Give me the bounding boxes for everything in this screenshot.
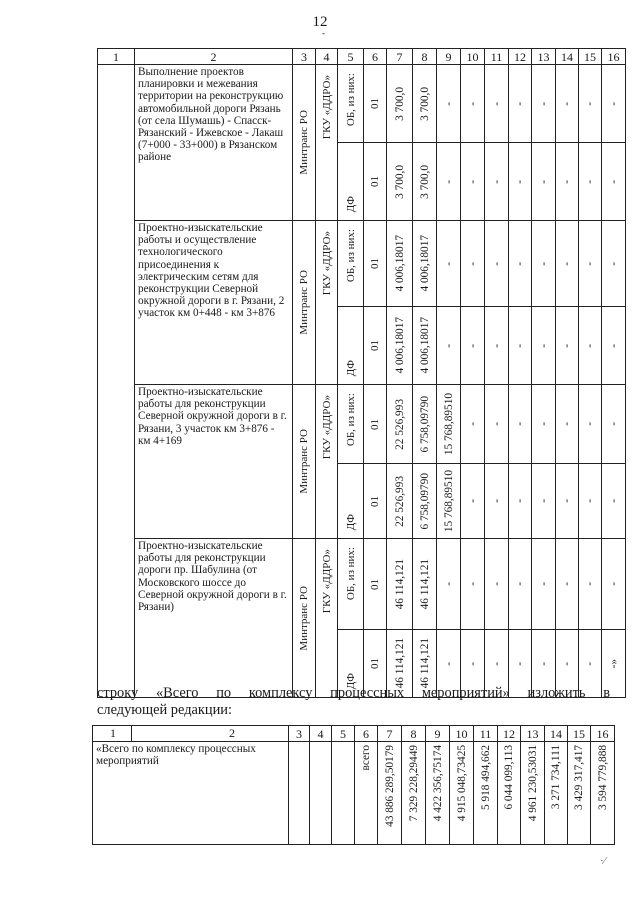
totals-value <box>426 742 450 845</box>
value-cell-text: - <box>466 499 479 503</box>
value-col7 <box>387 307 413 385</box>
value-cell-text: - <box>607 422 620 426</box>
value-cell-text: - <box>537 343 550 348</box>
value-cell <box>532 539 556 630</box>
value-cell <box>556 385 579 464</box>
value-cell <box>461 143 485 221</box>
value-cell-text: - <box>514 661 526 666</box>
value-col9 <box>437 143 461 221</box>
value-cell <box>509 539 532 630</box>
value-cell-text: - <box>514 422 526 426</box>
empty-cell <box>332 742 355 845</box>
value-cell <box>485 464 509 539</box>
totals-kind <box>355 742 378 845</box>
activity-row <box>98 539 626 630</box>
source-label <box>338 539 364 630</box>
value-cell <box>556 143 579 221</box>
value-cell <box>485 539 509 630</box>
value-cell-text: - <box>514 582 526 586</box>
agency-cell <box>316 221 338 385</box>
col-header-label: 1 <box>110 726 116 740</box>
value-cell-text: - <box>514 179 526 184</box>
value-cell-text: - <box>537 661 550 666</box>
col-header: 1 <box>98 49 135 65</box>
source-label <box>338 221 364 307</box>
page-number: 12 <box>312 14 328 30</box>
value-cell-text: -» <box>607 658 620 669</box>
col-header: 14 <box>545 726 568 742</box>
source-label <box>338 464 364 539</box>
code-cell-text: 01 <box>369 176 381 187</box>
activity-title: Проектно-изыскательские работы для реконструкции дороги пр. Шабулина (от Московского шоссе до Северной окружной дороги в г. Рязани) <box>135 539 293 698</box>
col-header: 13 <box>532 49 556 65</box>
totals-value <box>521 742 545 845</box>
ministry-cell <box>293 385 316 539</box>
value-cell <box>602 385 626 464</box>
totals-value <box>591 742 615 845</box>
row-number-cell <box>98 65 135 698</box>
col-header: 14 <box>556 49 579 65</box>
code-cell-text: 01 <box>369 258 381 269</box>
col-header: 10 <box>450 726 474 742</box>
value-cell <box>579 307 602 385</box>
col-header: 7 <box>378 726 402 742</box>
totals-value-text: 4 915 048,73425 <box>455 745 468 822</box>
value-cell-text: - <box>514 499 526 503</box>
value-cell-text: - <box>490 582 503 586</box>
value-cell-text: - <box>607 582 620 586</box>
value-cell-text: - <box>584 343 596 348</box>
col-header: 8 <box>402 726 426 742</box>
value-cell <box>509 464 532 539</box>
empty-cell <box>310 742 332 845</box>
source-label-text: ОБ, из них: <box>344 73 357 127</box>
source-label <box>338 143 364 221</box>
col-header: 3 <box>289 726 310 742</box>
value-cell-text: - <box>584 422 596 426</box>
value-cell <box>579 385 602 464</box>
value-col9-text: 15 768,89510 <box>442 469 455 533</box>
value-cell <box>579 65 602 143</box>
totals-value <box>378 742 402 845</box>
col-header: 11 <box>474 726 498 742</box>
value-cell <box>461 307 485 385</box>
code-cell <box>364 539 387 630</box>
value-cell-text: - <box>561 261 573 266</box>
value-cell <box>532 143 556 221</box>
value-col8-text: 3 700,0 <box>418 164 431 199</box>
ministry-cell <box>293 539 316 698</box>
value-cell-text: - <box>466 343 479 348</box>
value-cell <box>579 143 602 221</box>
source-label-text: ОБ, из них: <box>344 393 357 447</box>
source-label <box>338 307 364 385</box>
col-header: 5 <box>338 49 364 65</box>
value-cell-text: - <box>537 261 550 266</box>
empty-cell <box>289 742 310 845</box>
agency-cell <box>316 539 338 698</box>
value-col8 <box>413 464 437 539</box>
value-cell <box>602 143 626 221</box>
col-header: 15 <box>579 49 602 65</box>
value-cell-text: - <box>607 101 620 106</box>
value-cell-text: - <box>561 179 573 184</box>
totals-value <box>450 742 474 845</box>
value-cell <box>556 539 579 630</box>
value-cell-text: - <box>561 499 573 503</box>
value-cell <box>461 221 485 307</box>
value-cell <box>556 464 579 539</box>
col-header: 4 <box>316 49 338 65</box>
value-cell-text: - <box>537 499 550 503</box>
value-cell-text: - <box>466 422 479 426</box>
value-col7 <box>387 65 413 143</box>
col-header: 16 <box>602 49 626 65</box>
totals-value-text: 3 594 779,888 <box>596 745 609 810</box>
value-cell-text: - <box>466 179 479 184</box>
value-cell <box>509 143 532 221</box>
col-header: 8 <box>413 49 437 65</box>
col-header: 6 <box>364 49 387 65</box>
value-cell-text: - <box>490 661 503 666</box>
activities-table <box>97 48 626 698</box>
totals-kind-text: всего <box>360 745 372 771</box>
value-cell <box>556 65 579 143</box>
source-label <box>338 385 364 464</box>
value-col9 <box>437 385 461 464</box>
value-cell <box>556 221 579 307</box>
value-col7-text: 3 700,0 <box>393 164 406 199</box>
value-cell-text: - <box>584 101 596 106</box>
agency-cell-text: ГКУ «ДДРО» <box>320 75 333 140</box>
value-cell-text: - <box>514 261 526 266</box>
totals-value-text: 43 886 289,50179 <box>383 745 396 827</box>
value-cell-text: - <box>537 582 550 586</box>
value-col9-text: 15 768,89510 <box>442 392 455 456</box>
value-col8-text: 4 006,18017 <box>418 317 431 374</box>
col-header-label: 2 <box>229 726 235 740</box>
agency-cell-text: ГКУ «ДДРО» <box>320 395 333 460</box>
value-col7-text: 22 526,993 <box>393 398 406 450</box>
value-cell-text: - <box>561 582 573 586</box>
agency-cell <box>316 385 338 539</box>
activity-row <box>98 221 626 307</box>
value-col7-text: 4 006,18017 <box>393 235 406 292</box>
value-col9 <box>437 539 461 630</box>
value-col8-text: 6 758,09790 <box>418 472 431 530</box>
activity-title: Выполнение проектов планировки и межевания территории на реконструкцию автомобильной дороги Рязань (от села Шумашь) - Спасск-Рязанский - Ижевское - Лакаш (7+000 - 33+000) в Рязанском районе <box>135 65 293 221</box>
value-cell <box>602 464 626 539</box>
col-header: 10 <box>461 49 485 65</box>
value-cell-text: - <box>514 343 526 348</box>
value-cell-text: - <box>584 661 596 666</box>
value-cell-text: - <box>490 261 503 266</box>
value-cell <box>532 65 556 143</box>
value-cell <box>485 307 509 385</box>
ministry-cell-text: Минтранс РО <box>298 429 310 494</box>
value-cell <box>509 307 532 385</box>
value-cell-text: - <box>561 343 573 348</box>
value-cell-text: - <box>490 101 503 106</box>
value-cell-text: - <box>561 661 573 666</box>
instruction-text: строку «Всего по комплексу процессных мероприятий» изложить в <box>97 685 610 701</box>
value-col8-text: 46 114,121 <box>418 558 431 610</box>
col-header: 12 <box>509 49 532 65</box>
instruction-text-continued: следующей редакции: <box>97 702 232 718</box>
value-col7 <box>387 221 413 307</box>
totals-value-text: 7 329 228,29449 <box>407 745 420 822</box>
value-cell-text: - <box>561 101 573 106</box>
activity-title: Проектно-изыскательские работы и осуществление технологического присоединения к электрическим сетям для реконструкции Северной окружной дороги в г. Рязани, 2 участок км 0+448 - км 3+876 <box>135 221 293 385</box>
activity-row <box>98 385 626 464</box>
totals-header-row <box>93 726 615 742</box>
totals-value <box>568 742 591 845</box>
value-col9-text: - <box>442 101 455 106</box>
source-label <box>338 65 364 143</box>
value-cell-text: - <box>584 179 596 184</box>
value-cell <box>509 65 532 143</box>
ministry-cell <box>293 221 316 385</box>
ministry-cell <box>293 65 316 221</box>
value-col9 <box>437 221 461 307</box>
value-col8 <box>413 65 437 143</box>
col-header: 9 <box>437 49 461 65</box>
totals-value-text: 4 961 230,53031 <box>526 745 539 822</box>
totals-value <box>498 742 521 845</box>
value-cell-text: - <box>561 422 573 426</box>
value-cell <box>602 221 626 307</box>
value-cell <box>602 539 626 630</box>
totals-value <box>402 742 426 845</box>
code-cell-text: 01 <box>369 658 381 669</box>
value-col9 <box>437 464 461 539</box>
value-col7 <box>387 143 413 221</box>
code-cell-text: 01 <box>369 98 381 109</box>
value-col7 <box>387 464 413 539</box>
code-cell-text: 01 <box>369 495 381 507</box>
ministry-cell-text: Минтранс РО <box>298 585 310 651</box>
value-col7-text: 46 114,121 <box>393 638 406 689</box>
value-col8 <box>413 221 437 307</box>
value-cell-text: - <box>466 661 479 666</box>
value-cell <box>509 221 532 307</box>
value-col7 <box>387 539 413 630</box>
totals-value-text: 3 271 734,111 <box>550 745 562 810</box>
value-cell-text: - <box>466 582 479 586</box>
ministry-cell-text: Минтранс РО <box>298 270 310 335</box>
code-cell-text: 01 <box>369 578 381 590</box>
value-cell <box>461 65 485 143</box>
value-cell <box>461 539 485 630</box>
totals-value <box>545 742 568 845</box>
value-cell <box>532 307 556 385</box>
header-row <box>98 49 626 65</box>
value-cell-text: - <box>490 499 503 503</box>
value-cell-text: - <box>537 179 550 184</box>
col-header <box>93 726 289 742</box>
value-col7-text: 46 114,121 <box>393 558 406 610</box>
value-cell <box>579 464 602 539</box>
scan-mark: - <box>322 28 325 38</box>
value-col8 <box>413 539 437 630</box>
value-cell-text: - <box>607 179 620 184</box>
value-col9 <box>437 65 461 143</box>
value-cell <box>602 307 626 385</box>
value-cell <box>485 143 509 221</box>
column-divider <box>131 726 132 741</box>
code-cell-text: 01 <box>369 418 381 430</box>
value-cell <box>602 65 626 143</box>
col-header: 12 <box>498 726 521 742</box>
source-label-text: ДФ <box>344 672 357 689</box>
source-label-text: ДФ <box>344 359 357 376</box>
totals-value-text: 6 044 099,113 <box>503 745 515 810</box>
value-col8-text: 6 758,09790 <box>418 395 431 453</box>
totals-value-text: 5 918 494,662 <box>479 745 492 810</box>
code-cell <box>364 385 387 464</box>
code-cell-text: 01 <box>369 340 381 351</box>
agency-cell <box>316 65 338 221</box>
col-header: 9 <box>426 726 450 742</box>
value-cell <box>532 385 556 464</box>
col-header: 13 <box>521 726 545 742</box>
value-cell-text: - <box>466 261 479 266</box>
value-col9-text: - <box>442 661 455 666</box>
source-label-text: ОБ, из них: <box>344 547 357 601</box>
value-cell <box>556 307 579 385</box>
totals-table <box>92 725 615 845</box>
value-cell <box>461 464 485 539</box>
value-col7-text: 4 006,18017 <box>393 317 406 374</box>
value-cell <box>485 385 509 464</box>
value-cell-text: - <box>466 101 479 106</box>
col-header: 5 <box>332 726 355 742</box>
value-col9 <box>437 307 461 385</box>
scan-mark: ·⁄ <box>600 855 606 867</box>
code-cell <box>364 65 387 143</box>
value-col8-text: 3 700,0 <box>418 86 431 121</box>
activity-row <box>98 65 626 143</box>
agency-cell-text: ГКУ «ДДРО» <box>320 549 333 614</box>
value-cell-text: - <box>490 422 503 426</box>
value-col8-text: 46 114,121 <box>418 638 431 689</box>
value-col7-text: 22 526,993 <box>393 475 406 527</box>
value-cell-text: - <box>607 343 620 348</box>
code-cell <box>364 221 387 307</box>
value-cell <box>579 539 602 630</box>
value-cell-text: - <box>607 499 620 503</box>
value-cell-text: - <box>607 261 620 266</box>
col-header: 3 <box>293 49 316 65</box>
col-header: 7 <box>387 49 413 65</box>
value-col7-text: 3 700,0 <box>393 86 406 121</box>
value-col9-text: - <box>442 343 455 348</box>
value-col8 <box>413 307 437 385</box>
col-header: 4 <box>310 726 332 742</box>
value-cell <box>579 221 602 307</box>
value-cell <box>485 65 509 143</box>
value-cell-text: - <box>584 499 596 503</box>
code-cell <box>364 307 387 385</box>
source-label-text: ОБ, из них: <box>344 229 357 283</box>
value-col8 <box>413 385 437 464</box>
value-cell <box>509 385 532 464</box>
value-col9-text: - <box>442 582 455 586</box>
value-col9-text: - <box>442 179 455 184</box>
source-label-text: ДФ <box>344 195 357 212</box>
totals-row <box>93 742 615 845</box>
value-col7 <box>387 385 413 464</box>
col-header: 2 <box>135 49 293 65</box>
totals-label: «Всего по комплексу процессных мероприятий <box>93 742 289 845</box>
value-cell-text: - <box>584 582 596 586</box>
value-cell-text: - <box>537 422 550 426</box>
value-cell <box>485 221 509 307</box>
value-col8-text: 4 006,18017 <box>418 235 431 292</box>
col-header: 11 <box>485 49 509 65</box>
totals-value <box>474 742 498 845</box>
value-cell-text: - <box>514 101 526 106</box>
code-cell <box>364 464 387 539</box>
source-label-text: ДФ <box>344 513 357 530</box>
value-cell-text: - <box>584 261 596 266</box>
col-header: 15 <box>568 726 591 742</box>
totals-value-text: 4 422 356,75174 <box>431 745 444 822</box>
totals-value-text: 3 429 317,417 <box>573 745 585 810</box>
activity-title: Проектно-изыскательские работы для реконструкции Северной окружной дороги в г. Рязани, 3 участок км 3+876 - км 4+169 <box>135 385 293 539</box>
value-col8 <box>413 143 437 221</box>
value-cell <box>532 221 556 307</box>
code-cell <box>364 143 387 221</box>
col-header: 6 <box>355 726 378 742</box>
value-cell-text: - <box>490 179 503 184</box>
col-header: 16 <box>591 726 615 742</box>
value-cell-text: - <box>490 343 503 348</box>
value-cell <box>532 464 556 539</box>
value-cell <box>461 385 485 464</box>
value-col9-text: - <box>442 261 455 266</box>
agency-cell-text: ГКУ «ДДРО» <box>320 231 333 296</box>
ministry-cell-text: Минтранс РО <box>298 110 310 175</box>
value-cell-text: - <box>537 101 550 106</box>
